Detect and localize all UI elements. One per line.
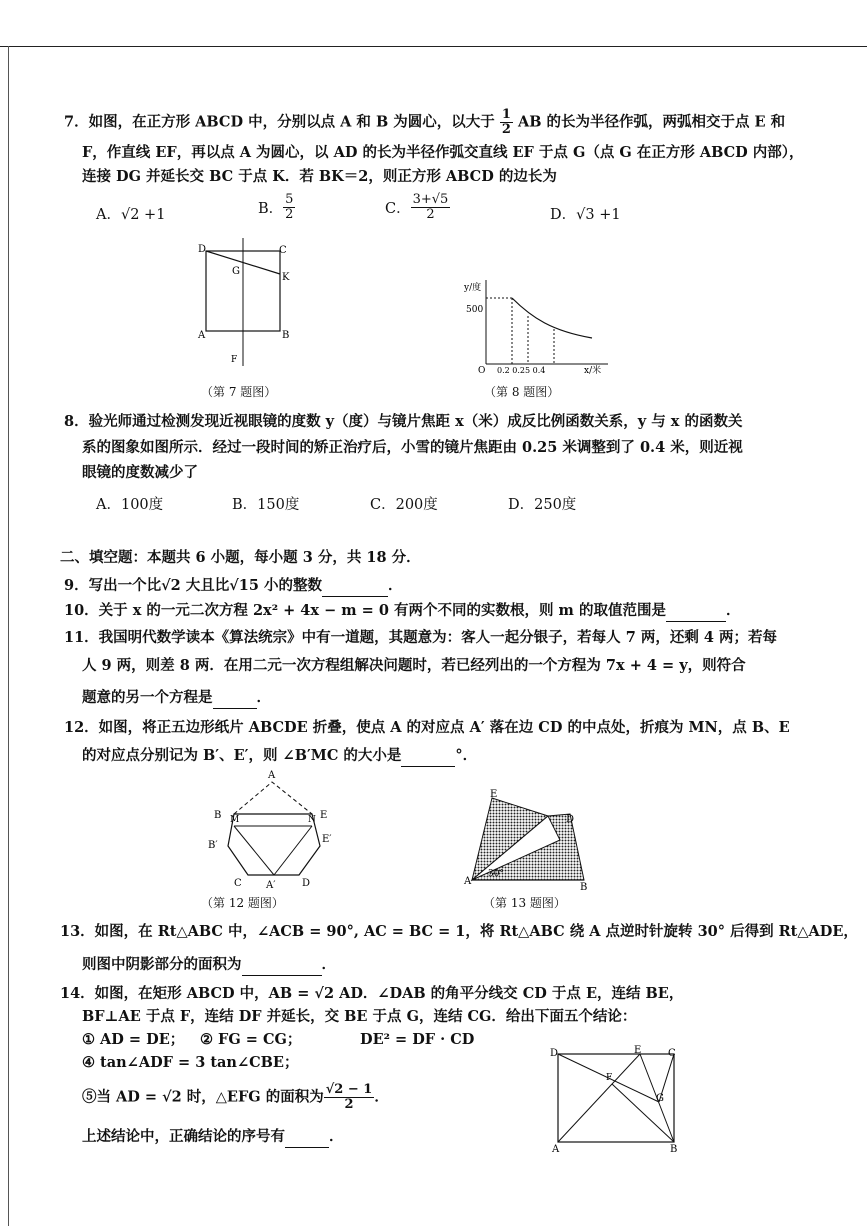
q7-label-a: A bbox=[198, 330, 206, 341]
q11-answer-blank[interactable] bbox=[213, 688, 257, 709]
q12-label-eprime: E′ bbox=[322, 834, 332, 845]
q9-answer-blank[interactable] bbox=[322, 576, 388, 597]
q7-fraction-half bbox=[500, 108, 513, 137]
q14-label-b: B bbox=[670, 1144, 678, 1154]
q12-pentagon bbox=[228, 814, 320, 875]
q13-end: ． bbox=[321, 956, 336, 973]
q7-figure bbox=[190, 236, 300, 371]
q14-label-d: D bbox=[550, 1048, 559, 1059]
q13-label-a: A bbox=[464, 876, 472, 887]
q8-option-a: A．100度 bbox=[96, 497, 164, 513]
q14-answer-blank[interactable] bbox=[285, 1127, 329, 1148]
q8-option-b: B．150度 bbox=[232, 497, 300, 513]
q8-option-d: D．250度 bbox=[508, 497, 577, 513]
q7-option-d bbox=[550, 203, 621, 224]
q14-label-g: G bbox=[656, 1093, 664, 1104]
q14-last-line bbox=[82, 1127, 344, 1148]
q14-line-bf bbox=[612, 1084, 674, 1142]
q12-end: °． bbox=[455, 747, 478, 764]
q7-line3: 连接 DG 并延长交 BC 于点 K．若 BK＝2，则正方形 ABCD 的边长为 bbox=[82, 168, 557, 185]
q7-option-b-fraction bbox=[283, 193, 295, 222]
q12-label-d: D bbox=[302, 878, 311, 889]
q14-line-ae bbox=[558, 1054, 640, 1142]
q7-label-k: K bbox=[282, 272, 290, 283]
q12-label-b: B bbox=[214, 810, 222, 821]
q7-option-b-num: 5 bbox=[285, 192, 294, 207]
q8-xticks: 0.2 0.25 0.4 bbox=[497, 366, 546, 375]
q8-curve bbox=[512, 298, 592, 338]
q14-c5-end: ． bbox=[374, 1088, 389, 1106]
q12-label-m: M bbox=[230, 815, 240, 825]
q14-last-text: 上述结论中，正确结论的序号有 bbox=[82, 1128, 285, 1145]
q10-text: 10．关于 x 的一元二次方程 2x² + 4x − m = 0 有两个不同的实数根，则 m 的取值范围是 bbox=[64, 602, 666, 619]
q12-label-n: N bbox=[308, 815, 316, 825]
q8-line2: 系的图象如图所示．经过一段时间的矫正治疗后，小雪的镜片焦距由 0.25 米调整到了 0.4 米，则近视 bbox=[82, 439, 743, 456]
q7-line1-part1: 7．如图，在正方形 ABCD 中，分别以点 A 和 B 为圆心，以大于 bbox=[64, 113, 495, 131]
q7-line1-part2: AB 的长为半径作弧，两弧相交于点 E 和 bbox=[517, 113, 786, 131]
q14-c5-text: ⑤当 AD = √2 时，△EFG 的面积为 bbox=[82, 1088, 324, 1106]
q11-line1: 11．我国明代数学读本《算法统宗》中有一道题，其题意为：客人一起分银子，若每人 7 两，还剩 4 两；若每 bbox=[64, 629, 778, 646]
q10-answer-blank[interactable] bbox=[666, 601, 726, 622]
q7-option-c-label: C． bbox=[385, 201, 411, 217]
q7-line1 bbox=[64, 108, 785, 137]
q10-end: ． bbox=[725, 602, 741, 619]
q13-line2 bbox=[82, 955, 336, 976]
q12-figure bbox=[204, 768, 344, 890]
q8-line1: 8．验光师通过检测发现近视眼镜的度数 y（度）与镜片焦距 x（米）成反比例函数关系，y 与 x 的函数关 bbox=[64, 413, 743, 430]
q7-option-c-num: 3+√5 bbox=[412, 192, 449, 207]
q11-line2: 人 9 两，则差 8 两．在用二元一次方程组解决问题时，若已经列出的一个方程为 7x + 4 = y，则符合 bbox=[82, 657, 746, 674]
q12-caption: （第 12 题图） bbox=[201, 896, 284, 910]
q12-label-e: E bbox=[320, 810, 328, 821]
q7-label-g: G bbox=[232, 266, 240, 277]
q13-caption: （第 13 题图） bbox=[483, 896, 566, 910]
q7-option-c-fraction bbox=[411, 193, 451, 222]
q14-conclusion-1: ① AD = DE； bbox=[82, 1031, 185, 1048]
q12-label-bprime: B′ bbox=[208, 840, 218, 851]
q13-line2-text: 则图中阴影部分的面积为 bbox=[82, 956, 242, 973]
q12-label-aprime: A′ bbox=[266, 880, 276, 890]
section-2-heading: 二、填空题：本题共 6 小题，每小题 3 分，共 18 分． bbox=[60, 549, 421, 566]
q7-label-d: D bbox=[198, 244, 207, 255]
q8-xlabel: x/米 bbox=[584, 366, 602, 376]
q14-line2: BF⊥AE 于点 F，连结 DF 并延长，交 BE 于点 G，连结 CG．给出下面五个结论： bbox=[82, 1008, 637, 1025]
q11-end: ． bbox=[256, 689, 271, 706]
q14-c5-fraction bbox=[324, 1083, 375, 1112]
q14-conclusion-3: DE² = DF · CD bbox=[360, 1031, 475, 1048]
q8-option-c: C．200度 bbox=[370, 497, 438, 513]
q7-option-a-label: A． bbox=[96, 207, 121, 223]
q12-label-a: A bbox=[268, 770, 276, 781]
q14-label-f: F bbox=[606, 1073, 613, 1083]
q8-ylabel: y/度 bbox=[464, 283, 482, 293]
q14-conclusion-2: ② FG = CG； bbox=[200, 1031, 302, 1048]
q14-figure bbox=[546, 1044, 686, 1154]
q7-option-a bbox=[96, 203, 165, 224]
q7-option-b bbox=[258, 193, 295, 222]
q12-dashed-tip bbox=[234, 782, 312, 814]
q10 bbox=[64, 601, 740, 622]
q11-line3-text: 题意的另一个方程是 bbox=[82, 689, 213, 706]
q12-line1: 12．如图，将正五边形纸片 ABCDE 折叠，使点 A 的对应点 A′ 落在边 CD 的中点处，折痕为 MN，点 B、E bbox=[64, 719, 790, 736]
q7-label-c: C bbox=[279, 245, 287, 256]
q8-caption: （第 8 题图） bbox=[484, 385, 560, 399]
q14-c5-den: 2 bbox=[344, 1097, 354, 1112]
q7-frac-num: 1 bbox=[501, 107, 511, 122]
q8-ytick-500: 500 bbox=[466, 305, 484, 315]
q12-fold-right bbox=[274, 826, 312, 875]
q12-label-c: C bbox=[234, 878, 242, 889]
q7-caption: （第 7 题图） bbox=[201, 385, 277, 399]
q7-label-b: B bbox=[282, 330, 290, 341]
q13-answer-blank[interactable] bbox=[242, 955, 322, 976]
q13-line1: 13．如图，在 Rt△ABC 中，∠ACB = 90°, AC = BC = 1，将 Rt△ABC 绕 A 点逆时针旋转 30° 后得到 Rt△ADE， bbox=[60, 923, 858, 940]
top-border-line bbox=[0, 46, 867, 47]
q9-text: 9．写出一个比√2 大且比√15 小的整数 bbox=[64, 577, 323, 594]
q7-option-b-den: 2 bbox=[285, 207, 294, 222]
q11-line3 bbox=[82, 688, 271, 709]
q13-label-b: B bbox=[580, 882, 588, 892]
left-border-line bbox=[8, 46, 9, 1226]
q13-label-d: D bbox=[566, 814, 575, 825]
q8-line3: 眼镜的度数减少了 bbox=[82, 464, 198, 481]
q8-figure bbox=[462, 276, 612, 376]
q13-label-30: 30° bbox=[488, 869, 504, 879]
q12-fold-left bbox=[234, 826, 274, 875]
q7-frac-den: 2 bbox=[501, 122, 511, 137]
q7-option-a-value: √2 +1 bbox=[120, 207, 166, 223]
q14-label-c: C bbox=[668, 1048, 676, 1059]
q13-label-e: E bbox=[490, 789, 498, 800]
q9 bbox=[64, 576, 403, 597]
q14-label-a: A bbox=[552, 1144, 560, 1154]
q14-conclusion-4: ④ tan∠ADF = 3 tan∠CBE； bbox=[82, 1054, 299, 1071]
q7-option-d-value: √3 +1 bbox=[576, 207, 621, 223]
q7-option-c bbox=[385, 193, 450, 222]
q7-label-f: F bbox=[231, 355, 238, 365]
q14-end: ． bbox=[329, 1128, 344, 1145]
q14-label-e: E bbox=[634, 1045, 642, 1056]
q14-conclusion-5 bbox=[82, 1083, 389, 1112]
q7-line2: F，作直线 EF，再以点 A 为圆心，以 AD 的长为半径作弧交直线 EF 于点 G（点 G 在正方形 ABCD 内部）， bbox=[82, 144, 804, 161]
q7-option-b-label: B． bbox=[258, 201, 284, 217]
q12-line2-text: 的对应点分别记为 B′、E′，则 ∠B′MC 的大小是 bbox=[82, 747, 402, 764]
q13-figure bbox=[462, 788, 592, 892]
q14-c5-num: √2 − 1 bbox=[325, 1082, 373, 1097]
q14-line1: 14．如图，在矩形 ABCD 中，AB = √2 AD．∠DAB 的角平分线交 CD 于点 E，连结 BE， bbox=[60, 985, 684, 1002]
q12-line2 bbox=[82, 746, 477, 767]
q12-answer-blank[interactable] bbox=[401, 746, 455, 767]
q7-option-d-label: D． bbox=[550, 207, 577, 223]
q7-option-c-den: 2 bbox=[426, 207, 435, 222]
q8-origin: O bbox=[478, 366, 486, 376]
q9-end: ． bbox=[388, 577, 403, 594]
